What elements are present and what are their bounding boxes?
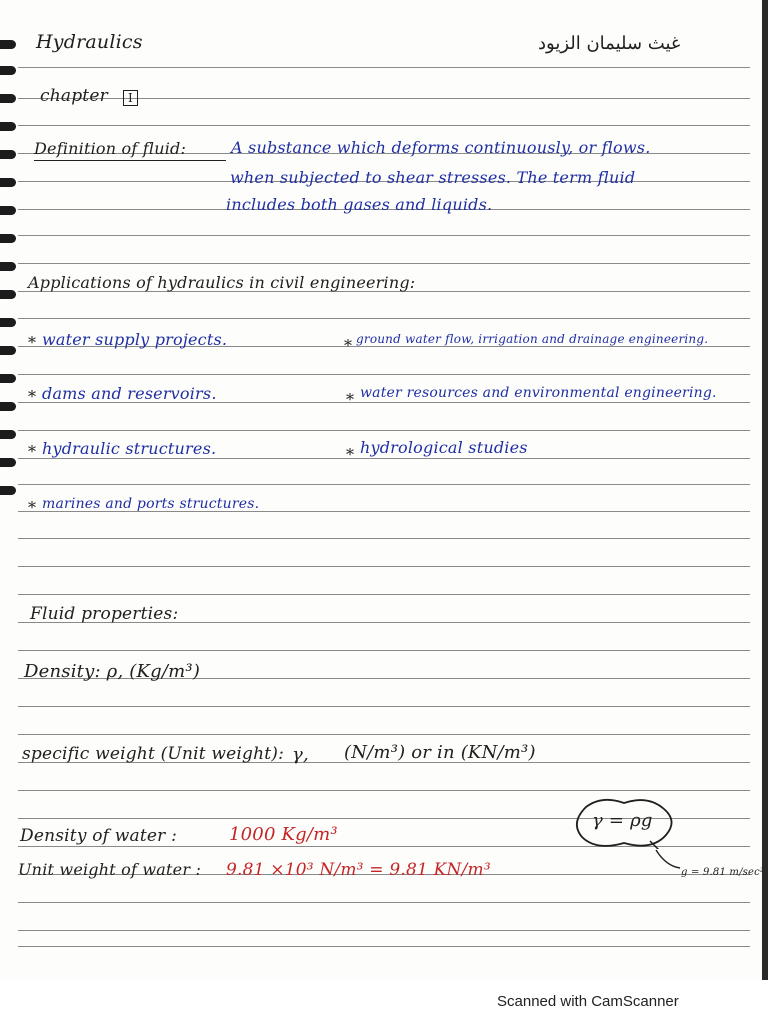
application-right-1: ground water flow, irrigation and drainage engineering. xyxy=(356,332,709,346)
definition-term: Definition of fluid: xyxy=(34,139,187,158)
specific-weight-label: specific weight (Unit weight): xyxy=(22,744,285,764)
bullet-icon: * xyxy=(346,445,355,464)
water-density-label: Density of water : xyxy=(20,826,178,846)
formula-text: γ = ρg xyxy=(592,810,653,831)
bullet-icon: * xyxy=(28,333,37,352)
application-left-3: hydraulic structures. xyxy=(42,439,217,458)
bullet-icon: * xyxy=(344,336,353,355)
water-weight-value: 9.81 ×10³ N/m³ = 9.81 KN/m³ xyxy=(226,860,491,880)
bullet-icon: * xyxy=(28,442,37,461)
application-right-2: water resources and environmental engineering. xyxy=(360,385,717,401)
definition-line-2: when subjected to shear stresses. The term fluid xyxy=(230,168,636,187)
gravity-note: g = 9.81 m/sec² xyxy=(681,867,765,878)
bullet-icon: * xyxy=(346,390,355,409)
application-left-2: dams and reservoirs. xyxy=(42,384,217,403)
author-name: غيث سليمان الزيود xyxy=(538,33,681,54)
definition-line-1: A substance which deforms continuously, or flows. xyxy=(231,138,651,157)
bullet-icon: * xyxy=(28,498,37,517)
water-weight-label: Unit weight of water : xyxy=(18,860,202,879)
arrow-icon: ➜ xyxy=(4,90,17,108)
properties-heading: Fluid properties: xyxy=(30,604,179,624)
chapter-number: I xyxy=(123,90,138,106)
scanner-watermark: Scanned with CamScanner xyxy=(497,993,679,1010)
specific-weight-symbol: γ, xyxy=(292,744,309,765)
bullet-icon: * xyxy=(28,387,37,406)
application-left-1: water supply projects. xyxy=(42,330,228,349)
specific-weight-units: (N/m³) or in (KN/m³) xyxy=(344,742,536,763)
chapter-label: chapter xyxy=(40,86,108,106)
page-edge-shadow xyxy=(762,0,768,980)
water-density-value: 1000 Kg/m³ xyxy=(229,824,338,845)
application-right-3: hydrological studies xyxy=(360,438,528,457)
definition-line-3: includes both gases and liquids. xyxy=(226,195,493,214)
subject-title: Hydraulics xyxy=(36,31,143,53)
density-definition: Density: ρ, (Kg/m³) xyxy=(24,661,201,682)
gravity-arrow-icon xyxy=(652,848,684,872)
application-left-4: marines and ports structures. xyxy=(42,496,260,512)
applications-heading: Applications of hydraulics in civil engineering: xyxy=(28,273,416,292)
